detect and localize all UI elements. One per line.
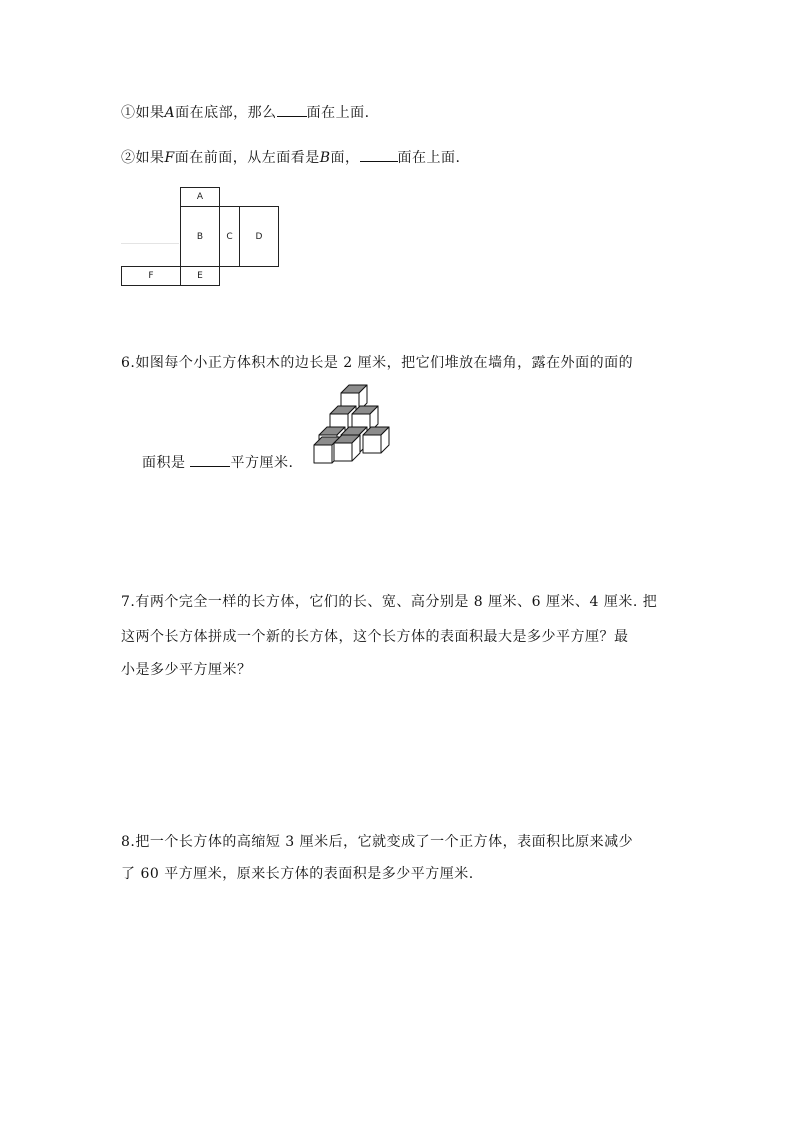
net-face-f [121, 266, 181, 286]
cube-stack-icon [312, 383, 396, 467]
cube-block [334, 435, 360, 461]
net-label-c: C [226, 231, 233, 242]
q6-line-2 [142, 452, 293, 473]
cube-block [363, 427, 389, 453]
q5-line2-text: 面在前面，从左面看是 [174, 150, 320, 166]
q5-line2-text-2: 面， [330, 150, 360, 166]
q5-line-1 [121, 102, 370, 123]
net-face-e [180, 266, 220, 286]
net-label-a: A [196, 192, 204, 202]
q8-line-1: 8.把一个长方体的高缩短 3 厘米后，它就变成了一个正方体，表面积比原来减少 [121, 834, 634, 850]
answer-blank[interactable] [277, 102, 307, 117]
q7-line-3: 小是多少平方厘米？ [121, 662, 252, 678]
answer-blank[interactable] [190, 452, 230, 467]
net-label-e: E [197, 271, 203, 281]
answer-blank[interactable] [360, 147, 398, 162]
q5-line1-prefix: ①如果 [121, 105, 165, 121]
faint-guide-line [121, 243, 179, 244]
q5-line1-variable: A [164, 105, 176, 121]
q5-line1-text: 面在底部，那么 [175, 105, 277, 121]
q6-line-1: 6.如图每个小正方体积木的边长是 2 厘米，把它们堆放在墙角，露在外面的面的 [121, 355, 634, 371]
net-label-b: B [196, 231, 204, 242]
net-face-b [180, 206, 220, 267]
q6-line2-end: 平方厘米. [230, 455, 294, 471]
q7-line-2: 这两个长方体拼成一个新的长方体，这个长方体的表面积最大是多少平方厘？最 [121, 629, 629, 645]
q8-line-2: 了 60 平方厘米，原来长方体的表面积是多少平方厘米. [121, 866, 474, 882]
q5-line2-prefix: ②如果 [121, 150, 165, 166]
net-face-d [239, 206, 279, 267]
net-face-c [219, 206, 240, 267]
net-face-a [180, 187, 220, 207]
q5-line2-variable-2: B [319, 150, 331, 166]
q6-line2-text: 面积是 [142, 455, 191, 471]
q5-line1-end: 面在上面. [306, 105, 370, 121]
q5-line2-variable-1: F [164, 150, 175, 166]
q7-line-1: 7.有两个完全一样的长方体，它们的长、宽、高分别是 8 厘米、6 厘米、4 厘米. 把 [121, 594, 658, 610]
q5-line-2 [121, 147, 460, 168]
net-label-f: F [148, 271, 154, 281]
q5-line2-end: 面在上面. [397, 150, 461, 166]
net-label-d: D [255, 231, 263, 242]
